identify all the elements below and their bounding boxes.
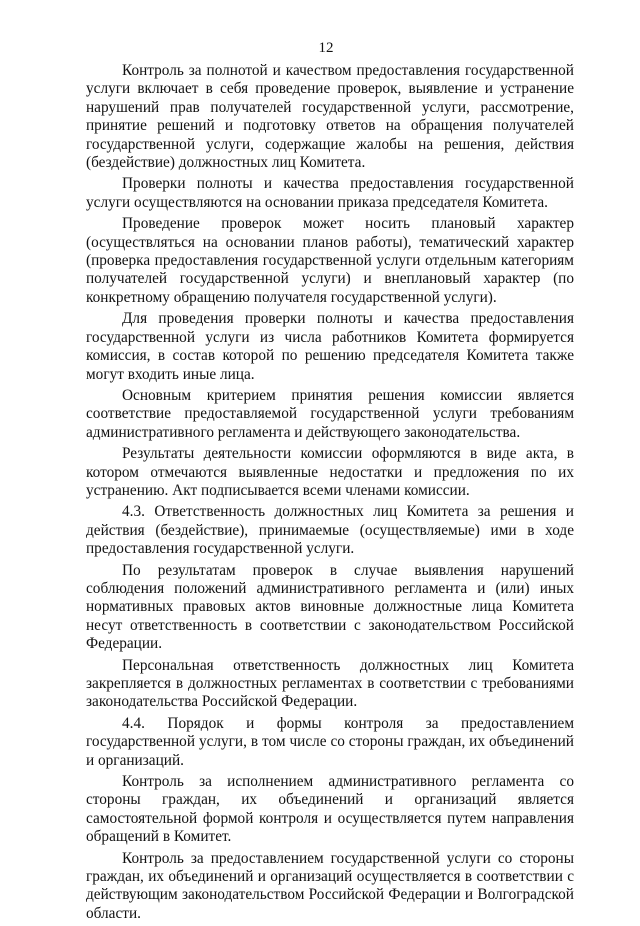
paragraph-citizen-control: Контроль за исполнением административного регламента со стороны граждан, их объединений и организаций является самостоятельной формой контроля и осуществляется путем направления обращений в Комитет. bbox=[86, 773, 574, 846]
section-heading-4-3: 4.3. Ответственность должностных лиц Комитета за решения и действия (бездействие), принимаемые (осуществляемые) ими в ходе предоставления государственной услуги. bbox=[86, 503, 574, 558]
section-heading-4-4: 4.4. Порядок и формы контроля за предоставлением государственной услуги, в том числе со стороны граждан, их объединений и организаций. bbox=[86, 714, 574, 769]
paragraph-citizen-control-law: Контроль за предоставлением государственной услуги со стороны граждан, их объединений и организаций осуществляется в соответствии с действующим законодательством Российской Федерации и Волгоградской области. bbox=[86, 849, 574, 922]
paragraph-results-act: Результаты деятельности комиссии оформляются в виде акта, в котором отмечаются выявленные недостатки и предложения по их устранению. Акт подписывается всеми членами комиссии. bbox=[86, 445, 574, 499]
paragraph-criteria: Основным критерием принятия решения комиссии является соответствие предоставляемой государственной услуги требованиям административного регламента и действующего законодательства. bbox=[86, 386, 574, 441]
paragraph-personal-responsibility: Персональная ответственность должностных лиц Комитета закрепляется в должностных регламентах в соответствии с требованиями законодательства Российской Федерации. bbox=[86, 656, 574, 711]
paragraph-control-scope: Контроль за полнотой и качеством предоставления государственной услуги включает в себя проведение проверок, выявление и устранение нарушений прав получателей государственной услуги, рассмотрение, принятие решений и подготовку ответов на обращения получателей государственной услуги, содержащие жалобы на решения, действия (бездействие) должностных лиц Комитета. bbox=[86, 62, 574, 172]
paragraph-inspection-basis: Проверки полноты и качества предоставления государственной услуги осуществляются на основании приказа председателя Комитета. bbox=[86, 175, 574, 211]
paragraph-inspection-types: Проведение проверок может носить плановый характер (осуществляться на основании планов работы), тематический характер (проверка предоставления государственной услуги отдельным категориям получателей государственной услуги) и внеплановый характер (по конкретному обращению получателя государственной услуги). bbox=[86, 215, 574, 306]
paragraph-violations: По результатам проверок в случае выявления нарушений соблюдения положений административного регламента и (или) иных нормативных правовых актов виновные должностные лица Комитета несут ответственность в соответствии с законодательством Российской Федерации. bbox=[86, 561, 574, 653]
document-body bbox=[86, 62, 574, 926]
page-number: 12 bbox=[318, 40, 334, 56]
paragraph-commission: Для проведения проверки полноты и качества предоставления государственной услуги из числа работников Комитета формируется комиссия, в состав которой по решению председателя Комитета также могут входить иные лица. bbox=[86, 310, 574, 383]
